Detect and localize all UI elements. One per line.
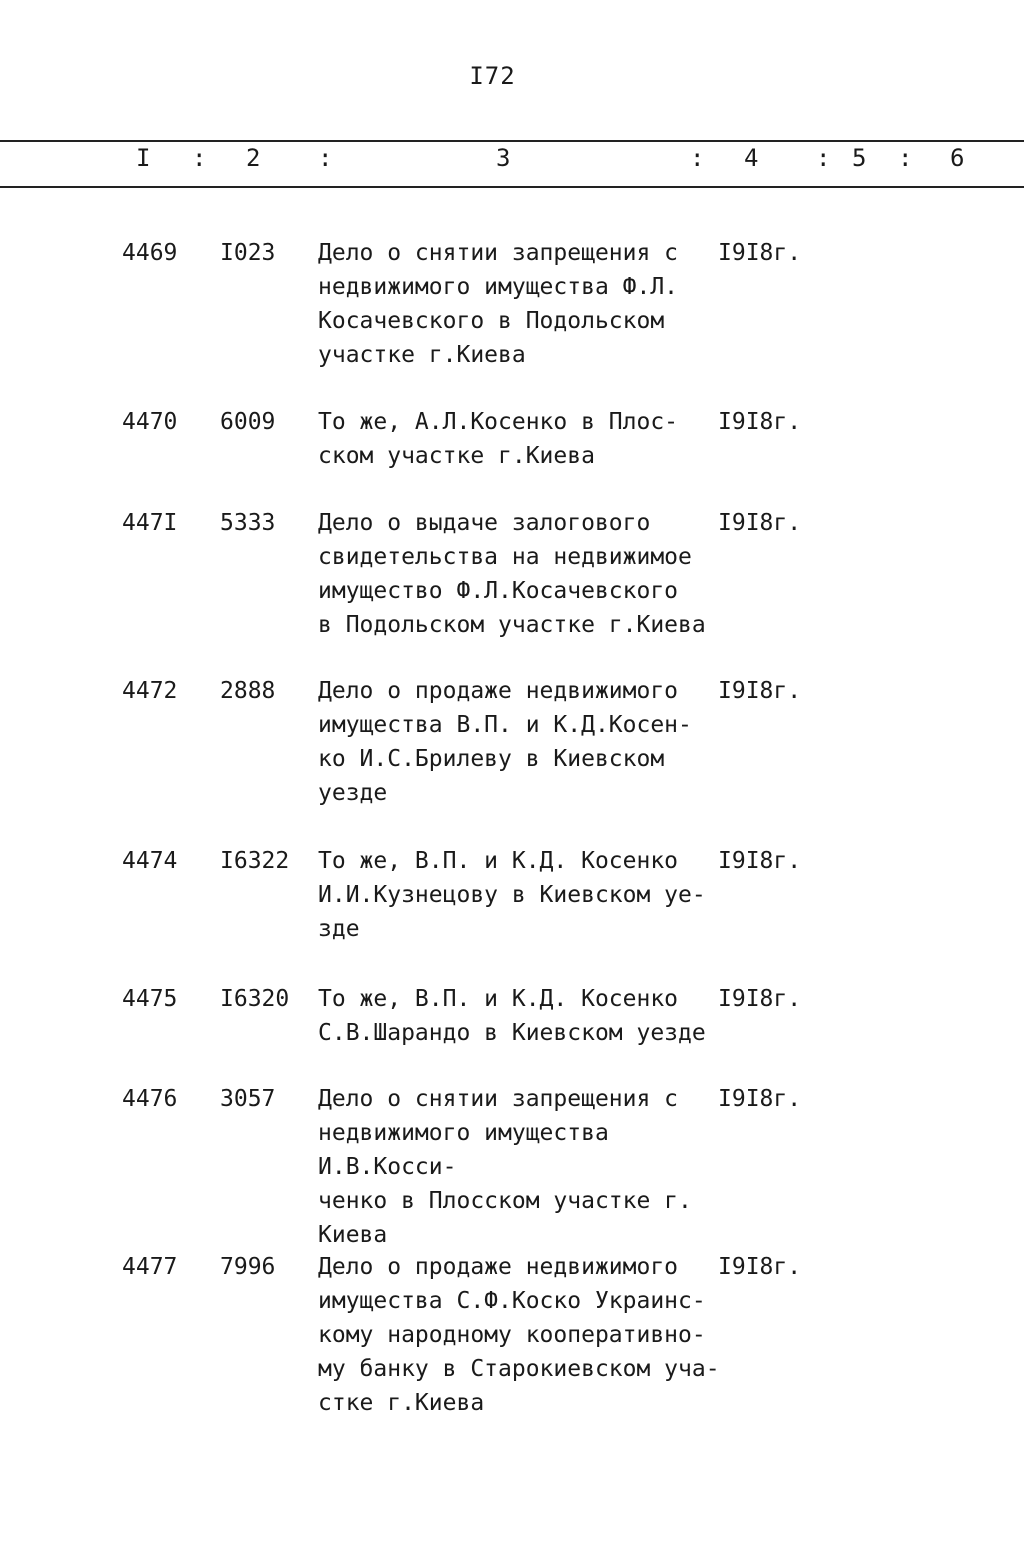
record-number: 4477 xyxy=(122,1254,178,1280)
header-top-rule xyxy=(0,140,1024,142)
record-description: Дело о снятии запрещения с недвижимого имущества Ф.Л. Косачевского в Подольском участке г.Киева xyxy=(318,240,679,368)
record-year: I9I8г. xyxy=(718,240,802,266)
record-code: I6322 xyxy=(220,848,290,874)
record-number: 4476 xyxy=(122,1086,178,1112)
record-description: Дело о продаже недвижимого имущества В.П. и К.Д.Косен- ко И.С.Брилеву в Киевском уезде xyxy=(318,678,692,806)
record-description: То же, А.Л.Косенко в Плос- ском участке г.Киева xyxy=(318,409,679,469)
record-description: Дело о снятии запрещения с недвижимого имущества И.В.Косси- ченко в Плосском участке г. Киева xyxy=(318,1086,692,1248)
header-separator-1: : xyxy=(192,144,207,172)
record-code: 7996 xyxy=(220,1254,276,1280)
record-description: То же, В.П. и К.Д. Косенко И.И.Кузнецову в Киевском уе- зде xyxy=(318,848,706,942)
record-description: Дело о выдаче залогового свидетельства на недвижимое имущество Ф.Л.Косачевского в Подольском участке г.Киева xyxy=(318,510,706,638)
page-number: I72 xyxy=(469,62,516,90)
header-col-5: 5 xyxy=(852,144,867,172)
header-separator-3: : xyxy=(690,144,705,172)
record-code: 6009 xyxy=(220,409,276,435)
record-year: I9I8г. xyxy=(718,848,802,874)
record-code: 2888 xyxy=(220,678,276,704)
record-number: 447I xyxy=(122,510,178,536)
record-number: 4469 xyxy=(122,240,178,266)
record-year: I9I8г. xyxy=(718,986,802,1012)
record-year: I9I8г. xyxy=(718,1086,802,1112)
record-year: I9I8г. xyxy=(718,510,802,536)
header-col-4: 4 xyxy=(744,144,759,172)
header-col-1: I xyxy=(136,144,151,172)
header-bottom-rule xyxy=(0,186,1024,188)
record-code: I023 xyxy=(220,240,276,266)
record-year: I9I8г. xyxy=(718,1254,802,1280)
header-separator-5: : xyxy=(898,144,913,172)
record-number: 4470 xyxy=(122,409,178,435)
record-description: То же, В.П. и К.Д. Косенко С.В.Шарандо в Киевском уезде xyxy=(318,986,706,1046)
record-code: 3057 xyxy=(220,1086,276,1112)
header-col-3: 3 xyxy=(496,144,511,172)
header-separator-4: : xyxy=(816,144,831,172)
record-number: 4472 xyxy=(122,678,178,704)
record-code: 5333 xyxy=(220,510,276,536)
header-col-6: 6 xyxy=(950,144,965,172)
header-separator-2: : xyxy=(318,144,333,172)
record-number: 4475 xyxy=(122,986,178,1012)
record-year: I9I8г. xyxy=(718,409,802,435)
record-description: Дело о продаже недвижимого имущества С.Ф.Коско Украинс- кому народному кооперативно- му банку в Старокиевском уча- стке г.Киева xyxy=(318,1254,720,1416)
record-number: 4474 xyxy=(122,848,178,874)
record-code: I6320 xyxy=(220,986,290,1012)
header-col-2: 2 xyxy=(246,144,261,172)
record-year: I9I8г. xyxy=(718,678,802,704)
